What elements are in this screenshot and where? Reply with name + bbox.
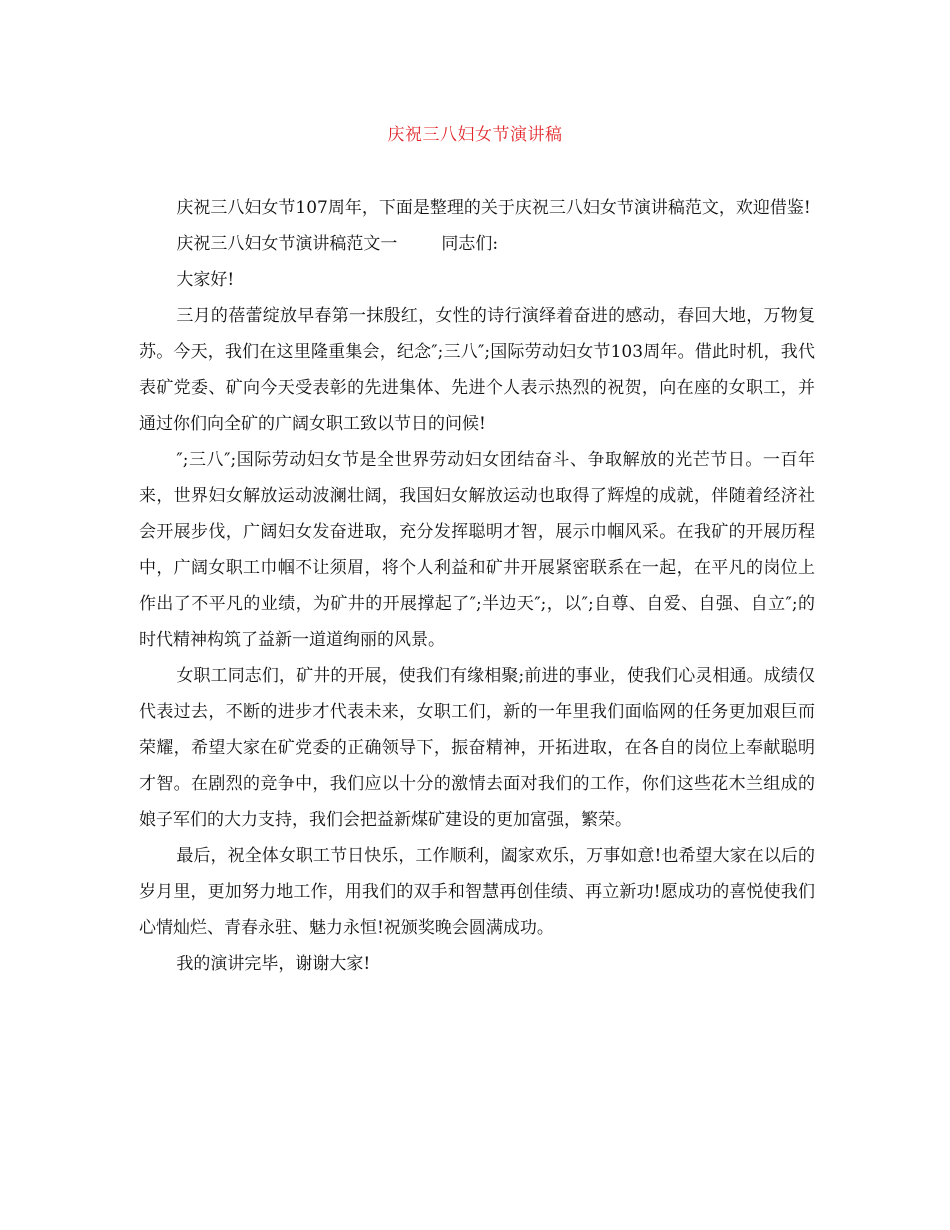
document-title: 庆祝三八妇女节演讲稿 [387, 125, 563, 145]
salutation: 同志们: [441, 234, 499, 254]
section-heading: 庆祝三八妇女节演讲稿范文一 [176, 234, 398, 254]
intro-paragraph: 庆祝三八妇女节107周年，下面是整理的关于庆祝三八妇女节演讲稿范文，欢迎借鉴! [176, 198, 811, 218]
body-paragraph-3: 女职工同志们，矿井的开展，使我们有缘相聚;前进的事业，使我们心灵相通。成绩仅代表过去，不断的进步才代表未来，女职工们，新的一年里我们面临网的任务更加艰巨而荣耀，希望大家在矿党委的正确领导下，振奋精神，开拓进取，在各自的岗位上奉献聪明才智。在剧烈的竞争中，我们应以十分的激情去面对我们的工作，你们这些花木兰组成的娘子军们的大力支持，我们会把益新煤矿建设的更加富强，繁荣。 [139, 666, 815, 830]
body-paragraph-4: 最后，祝全体女职工节日快乐，工作顺利，阖家欢乐，万事如意!也希望大家在以后的岁月里，更加努力地工作，用我们的双手和智慧再创佳绩、再立新功!愿成功的喜悦使我们心情灿烂、青春永驻、魅力永恒!祝颁奖晚会圆满成功。 [139, 846, 815, 938]
body-paragraph-2: ″;三八″;国际劳动妇女节是全世界劳动妇女团结奋斗、争取解放的光芒节日。一百年来，世界妇女解放运动波澜壮阔，我国妇女解放运动也取得了辉煌的成就，伴随着经济社会开展步伐，广阔妇女发奋进取，充分发挥聪明才智，展示巾帼风采。在我矿的开展历程中，广阔女职工巾帼不让须眉，将个人利益和矿井开展紧密联系在一起，在平凡的岗位上作出了不平凡的业绩，为矿井的开展撑起了″;半边天″;，以″;自尊、自爱、自强、自立″;的时代精神构筑了益新一道道绚丽的风景。 [139, 450, 815, 650]
body-paragraph-1: 三月的蓓蕾绽放早春第一抹殷红，女性的诗行演绎着奋进的感动，春回大地，万物复苏。今天，我们在这里隆重集会，纪念″;三八″;国际劳动妇女节103周年。借此时机，我代表矿党委、矿向今天受表彰的先进集体、先进个人表示热烈的祝贺，向在座的女职工，并通过你们向全矿的广阔女职工致以节日的问候! [139, 306, 815, 434]
greeting-paragraph: 大家好! [176, 270, 235, 290]
closing-paragraph: 我的演讲完毕，谢谢大家! [176, 954, 371, 974]
document-body [139, 190, 815, 982]
section-heading-line [139, 226, 815, 262]
